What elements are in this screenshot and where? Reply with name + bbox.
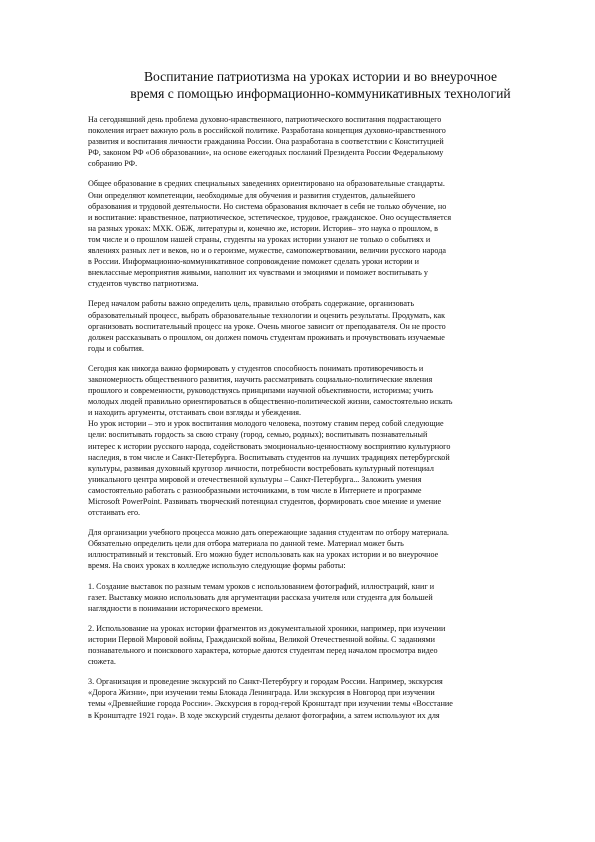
paragraph-line: цели: воспитывать гордость за свою страну (город, семью, родных); воспитывать познавательный	[88, 430, 428, 440]
paragraph-line: наследия, в том числе и Санкт-Петербурга. Воспитывать студентов на лучших традициях петербургской	[88, 452, 450, 462]
paragraph-line: культуры, развивая духовный кругозор личности, потребности востребовать культурный потенциал	[88, 463, 434, 473]
paragraph-line: прошлого и современности, руководствуясь принципами научной объективности, историзма; учить	[88, 386, 433, 396]
paragraph-line: поколения играет важную роль в российской политике. Разработана концепция духовно-нравственного	[88, 126, 446, 136]
paragraph-line: истории Первой Мировой войны, Гражданской войны, Великой Отечественной войны. С заданиями	[88, 634, 435, 644]
paragraph-line: интерес к истории русского народа, содействовать эмоционально-ценностному восприятию культурного	[88, 441, 451, 451]
paragraph-line: наглядности в понимании исторического времени.	[88, 603, 263, 613]
paragraph-line: Но урок истории – это и урок воспитания молодого человека, поэтому ставим перед собой следующие	[88, 419, 444, 429]
paragraph	[88, 298, 553, 353]
paragraph-line: Перед началом работы важно определить цель, правильно отобрать содержание, организовать	[88, 299, 415, 309]
paragraph-line: Для организации учебного процесса можно дать опережающие задания студентам по отбору материала.	[88, 528, 449, 538]
paragraph-line: должен рассказывать о прошлом, он должен помочь студентам проживать и прочувствовать изучаемые	[88, 332, 445, 342]
paragraph	[88, 178, 553, 289]
paragraph-line: студентов чувство патриотизма.	[88, 279, 199, 289]
paragraph-line: отстаивать его.	[88, 508, 141, 518]
paragraph-line: явлениях разных лет и веков, но и о героизме, мужестве, самопожертвовании, величии русского народа	[88, 246, 446, 256]
paragraph-line: иллюстративный и текстовый. Его можно будет использовать как на уроках истории и во внеурочное	[88, 550, 439, 560]
paragraph	[88, 114, 553, 169]
paragraph-line: самостоятельно работать с разнообразными источниками, в том числе в Интернете и программе	[88, 485, 422, 495]
paragraph-line: организовать воспитательный процесс на уроке. Очень многое зависит от преподавателя. Он не просто	[88, 321, 446, 331]
paragraph-line: и находить аргументы, отстаивать свои взгляды и убеждения.	[88, 408, 302, 418]
paragraph-line: 3. Организация и проведение экскурсий по Санкт-Петербургу и городам России. Например, экскурсия	[88, 677, 443, 687]
paragraph-line: «Дорога Жизни», при изучении темы Блокада Ленинграда. Или экскурсия в Новгород при изучении	[88, 688, 435, 698]
paragraph-line: собранию РФ.	[88, 159, 138, 169]
paragraph-line: темы «Древнейшие города России». Экскурсия в город-герой Кронштадт при изучении темы «Восстание	[88, 699, 453, 709]
paragraph	[88, 581, 553, 614]
paragraph-line: годы и события.	[88, 343, 144, 353]
paragraph-line: 2. Использование на уроках истории фрагментов из документальной хроники, например, при изучении	[88, 623, 446, 633]
paragraph-line: 1. Создание выставок по разным темам уроков с использованием фотографий, иллюстраций, книг и	[88, 581, 435, 591]
paragraph-line: На сегодняшний день проблема духовно-нравственного, патриотического воспитания подрастающего	[88, 115, 442, 124]
paragraph-line: газет. Выставку можно использовать для аргументации рассказа учителя или студента для большей	[88, 592, 433, 602]
document-body	[88, 114, 553, 721]
paragraph-line: развития и воспитания личности гражданина России. Она разработана в соответствии с Конституцией	[88, 137, 444, 147]
document-title	[88, 68, 553, 102]
paragraph-line: уникального центра мировой и отечественной культуры – Санкт-Петербурга... Заложить умения	[88, 474, 422, 484]
paragraph-line: внеклассные мероприятия живыми, наполнит их чувствами и эмоциями и поможет воспитывать у	[88, 268, 428, 278]
paragraph-line: Общее образование в средних специальных заведениях ориентировано на образовательные стандарты.	[88, 179, 445, 189]
paragraph-line: РФ, законом РФ «Об образовании», на основе ежегодных посланий Президента России Федеральному	[88, 148, 444, 158]
paragraph-line: на разных уроках: МХК. ОБЖ, литературы и, конечно же, истории. История– это наука о прошлом, в	[88, 223, 438, 233]
paragraph-line: Они определяют компетенции, необходимые для обучения и развития студентов, дальнейшего	[88, 190, 416, 200]
paragraph	[88, 418, 553, 518]
paragraph	[88, 363, 553, 418]
paragraph	[88, 623, 553, 667]
paragraph-line: Microsoft PowerPoint. Развивать творческий потенциал студентов, формировать свое мнение и умение	[88, 497, 442, 506]
paragraph-line: Сегодня как никогда важно формировать у студентов способность понимать противоречивость и	[88, 363, 424, 373]
paragraph-line: познавательного и поискового характера, которые даются студентам перед началом просмотра видео	[88, 646, 438, 656]
title-line: Воспитание патриотизма на уроках истории и во внеурочное	[143, 69, 498, 84]
paragraph-line: закономерность общественного развития, научить рассматривать социально-политические явления	[88, 374, 433, 384]
paragraph-line: образовательный процесс, выбрать образовательные технологии и оценить результаты. Продумать, как	[88, 310, 446, 320]
paragraph-line: Обязательно определить цели для отбора материала по данной теме. Материал может быть	[88, 539, 404, 549]
paragraph-line: сюжета.	[88, 657, 116, 667]
paragraph-line: в Кронштадте 1921 года». В ходе экскурсий студенты делают фотографии, а затем используют их для	[88, 710, 440, 720]
title-line: время с помощью информационно-коммуникативных технологий	[130, 86, 511, 101]
paragraph-line: и воспитание: нравственное, патриотическое, эстетическое, трудовое, гражданское. Оно осуществляется	[88, 212, 452, 222]
paragraph-line: время. На своих уроках в колледже использую следующие формы работы:	[88, 561, 346, 571]
paragraph-line: в России. Информационно-коммуникативное сопровождение поможет сделать уроки истории и	[88, 257, 420, 267]
paragraph	[88, 676, 553, 720]
paragraph-line: молодых людей правильно ориентироваться в общественно-политической жизни, самостоятельно искать	[88, 397, 453, 407]
paragraph-line: том числе и о прошлом нашей страны, студенты на уроках истории узнают не только о событиях и	[88, 234, 431, 244]
paragraph-line: образования и трудовой деятельности. Но система образования включает в себя не только обучение, но	[88, 201, 447, 211]
paragraph	[88, 527, 553, 571]
